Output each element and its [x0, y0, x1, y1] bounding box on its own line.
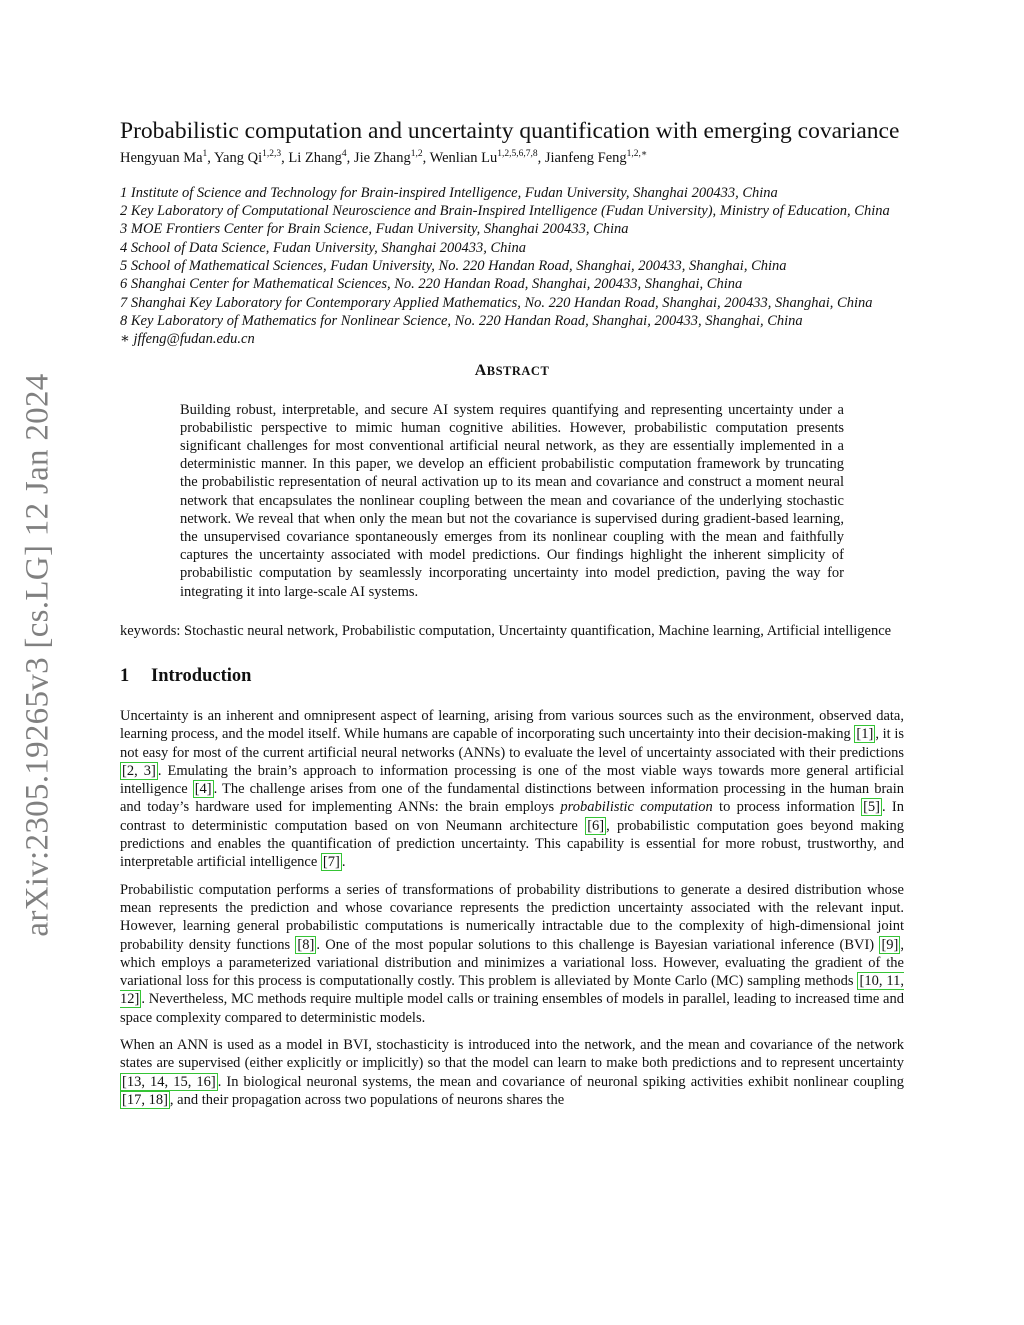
affiliation-item: 5 School of Mathematical Sciences, Fudan University, No. 220 Handan Road, Shanghai, 200433, Shanghai, China [120, 258, 787, 275]
section-heading [120, 666, 904, 687]
section-title: Introduction [151, 665, 252, 686]
affiliation-item: 6 Shanghai Center for Mathematical Sciences, No. 220 Handan Road, Shanghai, 200433, Shanghai, China [120, 276, 743, 293]
citation-link[interactable]: [9] [881, 936, 899, 953]
paragraph-text: Probabilistic computation performs a series of transformations of probability distributions to generate a desired distribution whose mean represents the prediction and whose covariance represents the prediction uncertainty associated with the relevant input. However, learning general probabilistic computations is numerically intractable due to the complexity of high-dimensional joint probability density functions [120, 881, 904, 953]
body-paragraph [120, 1036, 904, 1109]
author-name: Jianfeng Feng [544, 149, 627, 166]
citation-link[interactable]: [2, 3] [122, 762, 156, 779]
paragraph-text: . In contrast to deterministic computation based on von Neumann architecture [120, 799, 904, 834]
citation-link[interactable]: [17, 18] [122, 1091, 168, 1108]
author-affiliation-marker: 1,2,5,6,7,8 [497, 149, 538, 159]
paper-title: Probabilistic computation and uncertainty quantification with emerging covariance [120, 118, 900, 144]
affiliation-list [120, 184, 904, 349]
author-name: Wenlian Lu [429, 149, 498, 166]
paragraph-text: . Nevertheless, MC methods require multiple model calls or training ensembles of models in parallel, leading to increased time and space complexity compared to deterministic models. [120, 991, 904, 1026]
section-body [120, 707, 904, 1109]
paragraph-text: , it is not easy for most of the current artificial neural networks (ANNs) to evaluate the level of uncertainty associated with their predictions [120, 726, 905, 761]
author-list: Hengyuan Ma$^1$, Yang Qi$^{1,2,3}$, Li Zhang$^4$, Jie Zhang$^{1,2}$, Wenlian Lu$^{1,2,5,6,7,8}$, Jianfeng Feng$^{1,2,∗}$ [120, 149, 648, 166]
author-affiliation-marker: 4 [341, 149, 347, 159]
author-affiliation-marker: 1,2 [410, 149, 423, 159]
paragraph-text: . In biological neuronal systems, the mean and covariance of neuronal spiking activities exhibit nonlinear coupling [217, 1073, 904, 1090]
affiliation-item: 8 Key Laboratory of Mathematics for Nonlinear Science, No. 220 Handan Road, Shanghai, 200433, Shanghai, China [120, 312, 803, 329]
abstract-heading [120, 362, 904, 380]
affiliation-item: 2 Key Laboratory of Computational Neuroscience and Brain-Inspired Intelligence (Fudan University), Ministry of Education, China [120, 203, 890, 220]
citation-link[interactable]: [5] [863, 799, 880, 816]
affiliation-item: ∗ jffeng@fudan.edu.cn [120, 331, 255, 348]
citation-link[interactable]: [6] [587, 817, 605, 834]
citation-link[interactable]: [4] [194, 781, 212, 798]
paragraph-text: . [341, 854, 346, 871]
arxiv-identifier: arXiv:2305.19265v3 [cs.LG] 12 Jan 2024 [19, 373, 56, 937]
paragraph-text: , which employs a parameterized variational distribution and minimizes a variational loss. However, evaluating the gradient of the variational loss for this process is computationally costly. This problem is alleviated by Monte Carlo (MC) sampling methods [120, 936, 904, 990]
arxiv-sidebar [8, 360, 68, 950]
author-name: Li Zhang [288, 149, 342, 166]
section-number: 1 [120, 665, 130, 686]
body-paragraph [120, 881, 904, 1027]
author-name: Yang Qi [214, 149, 263, 166]
keywords: keywords: Stochastic neural network, Probabilistic computation, Uncertainty quantification, Machine learning, Artificial intelligence [120, 622, 892, 639]
citation-link[interactable]: [8] [297, 936, 315, 953]
affiliation-item: 7 Shanghai Key Laboratory for Contemporary Applied Mathematics, No. 220 Handan Road, Shanghai, 200433, Shanghai, China [120, 294, 873, 311]
citation-link[interactable]: [1] [856, 726, 874, 743]
affiliation-item: 4 School of Data Science, Fudan University, Shanghai 200433, China [120, 239, 526, 256]
paragraph-text: When an ANN is used as a model in BVI, stochasticity is introduced into the network, and the mean and covariance of the network states are supervised (either explicitly or implicitly) so that the model can learn to make both predictions and to represent uncertainty [120, 1036, 904, 1072]
author-affiliation-marker: 1,2,∗ [626, 149, 648, 159]
emphasized-text: probabilistic computation [560, 799, 713, 816]
abstract-heading-rest: BSTRACT [486, 363, 550, 378]
paragraph-text: . One of the most popular solutions to this challenge is Bayesian variational inference (BVI) [316, 936, 880, 953]
paragraph-text: , probabilistic computation goes beyond making predictions and enables the quantification of prediction uncertainty. This capability is essential for more robust, trustworthy, and interpretable artificial intelligence [120, 817, 904, 871]
paragraph-text: Uncertainty is an inherent and omnipresent aspect of learning, arising from various sources such as the environment, observed data, learning process, and the model itself. While humans are capable of incorporating such uncertainty into their decision-making [120, 707, 904, 743]
body-paragraph [120, 707, 904, 872]
author-affiliation-marker: 1,2,3 [262, 149, 282, 159]
affiliation-item: 1 Institute of Science and Technology for Brain-inspired Intelligence, Fudan University, Shanghai 200433, China [120, 184, 778, 201]
citation-link[interactable]: [7] [322, 854, 340, 871]
paragraph-text: . Emulating the brain’s approach to information processing is one of the most viable ways towards more general artificial intelligence [120, 762, 904, 798]
author-name: Jie Zhang [353, 149, 411, 166]
affiliation-item: 3 MOE Frontiers Center for Brain Science, Fudan University, Shanghai 200433, China [120, 221, 629, 238]
paragraph-text: to process information [712, 799, 862, 816]
paragraph-text: , and their propagation across two populations of neurons shares the [169, 1091, 565, 1108]
paper-page [120, 118, 904, 1109]
author-affiliation-marker: 1 [202, 149, 208, 159]
citation-link[interactable]: [10, 11, 12] [120, 973, 904, 1008]
abstract-text: Building robust, interpretable, and secure AI system requires quantifying and representing uncertainty under a probabilistic perspective to mimic human cognitive abilities. However, probabilistic computation presents significant challenges for most conventional artificial neural network, as they are essentially implemented in a deterministic manner. In this paper, we develop an efficient probabilistic computation framework by truncating the probabilistic representation of neural activation up to its mean and covariance and construct a moment neural network that encapsulates the nonlinear coupling between the mean and covariance of the underlying stochastic network. We reveal that when only the mean but not the covariance is supervised during gradient-based learning, the unsupervised covariance spontaneously emerges from its nonlinear coupling with the mean and faithfully captures the uncertainty associated with model predictions. Our findings highlight the inherent simplicity of probabilistic computation by seamlessly incorporating uncertainty into model prediction, paving the way for integrating it into large-scale AI systems. [180, 401, 844, 600]
abstract-heading-initial: A [474, 361, 487, 379]
author-name: Hengyuan Ma [120, 149, 203, 166]
citation-link[interactable]: [13, 14, 15, 16] [122, 1073, 216, 1090]
paragraph-text: . The challenge arises from one of the fundamental distinctions between information processing in the human brain and today’s hardware used for implementing ANNs: the brain employs [120, 781, 904, 816]
